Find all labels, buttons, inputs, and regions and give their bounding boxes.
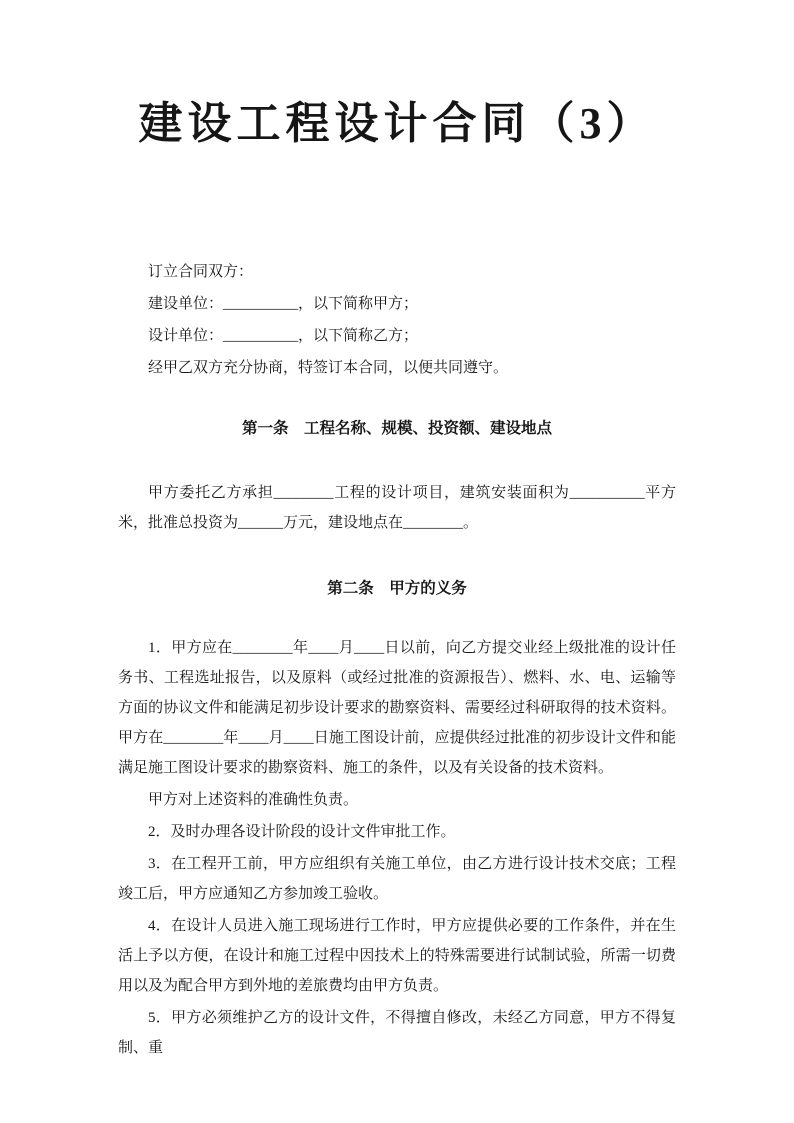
section-1-paragraph: 甲方委托乙方承担________工程的设计项目，建筑安装面积为__________平方米，批准总投资为______万元，建设地点在________。 [118,485,676,531]
intro-block [118,256,676,384]
section-2-clause-3: 3．在工程开工前，甲方应组织有关施工单位，由乙方进行设计技术交底；工程竣工后，甲方应通知乙方参加竣工验收。 [118,856,676,902]
section-2-clause-2: 2．及时办理各设计阶段的设计文件审批工作。 [148,824,456,840]
section-2-heading: 第二条 甲方的义务 [327,580,467,597]
intro-line-design-unit: 设计单位：__________，以下简称乙方； [148,328,419,344]
section-1-heading: 第一条 工程名称、规模、投资额、建设地点 [241,420,552,437]
intro-line-agreement: 经甲乙双方充分协商，特签订本合同，以便共同遵守。 [148,360,509,376]
intro-line-parties: 订立合同双方： [148,264,254,280]
intro-line-construction-unit: 建设单位：__________，以下简称甲方； [148,296,419,312]
section-2-clause-1-note: 甲方对上述资料的准确性负责。 [148,792,359,808]
section-2-clause-5-truncated: 5．甲方必须维护乙方的设计文件，不得擅自修改，未经乙方同意，甲方不得复制、重 [118,1010,676,1056]
section-2-clause-4: 4．在设计人员进入施工现场进行工作时，甲方应提供必要的工作条件，并在生活上予以方便，在设计和施工过程中因技术上的特殊需要进行试制试验，所需一切费用以及为配合甲方到外地的差旅费均由甲方负责。 [118,918,676,994]
section-2-clause-1: 1．甲方应在________年____月____日以前，向乙方提交业经上级批准的设计任务书、工程选址报告，以及原料（或经过批准的资源报告）、燃料、水、电、运输等方面的协议文件和能满足初步设计要求的勘察资料、需要经过科研取得的技术资料。甲方在________年____月____日施工图设计前，应提供经过批准的初步设计文件和能满足施工图设计要求的勘察资料、施工的条件，以及有关设备的技术资料。 [118,640,676,776]
document-title: 建设工程设计合同（3） [138,99,656,148]
